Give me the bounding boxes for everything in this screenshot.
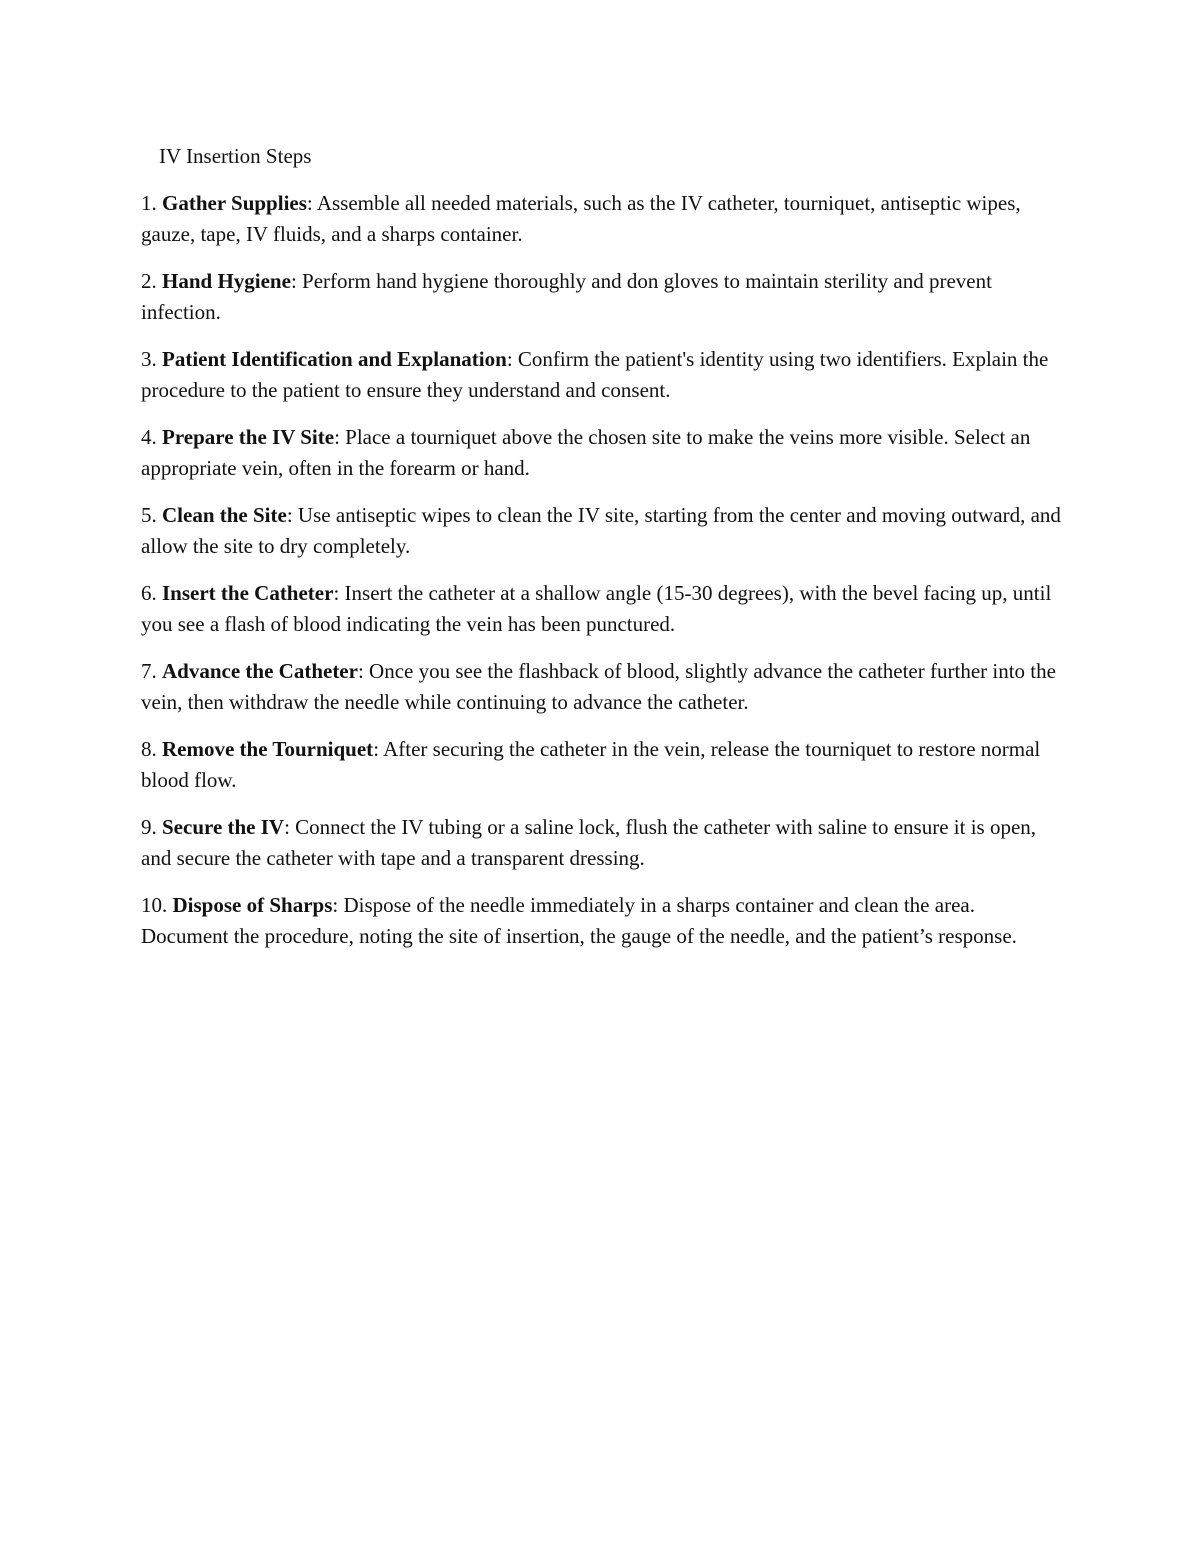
step-heading: Prepare the IV Site [162,425,335,449]
step-number: 8. [141,737,157,761]
step-text: : Place a tourniquet above the chosen site to make the veins more visible. Select an appropriate vein, often in the forearm or hand. [141,425,1031,480]
step-number: 5. [141,503,157,527]
step-item [141,812,1061,874]
step-number: 7. [141,659,157,683]
document-title: IV Insertion Steps [159,144,312,168]
step-number: 10. [141,893,168,917]
step-number: 6. [141,581,157,605]
step-text: : Insert the catheter at a shallow angle (15-30 degrees), with the bevel facing up, until you see a flash of blood indicating the vein has been punctured. [141,581,1052,636]
step-heading: Advance the Catheter [162,659,358,683]
step-item [141,266,1061,328]
step-heading: Patient Identification and Explanation [162,347,507,371]
step-text: : Assemble all needed materials, such as the IV catheter, tourniquet, antiseptic wipes, gauze, tape, IV fluids, and a sharps container. [141,191,1021,246]
step-heading: Dispose of Sharps [172,893,333,917]
step-heading: Insert the Catheter [162,581,334,605]
step-heading: Secure the IV [162,815,285,839]
step-number: 3. [141,347,157,371]
step-item [141,344,1061,406]
step-number: 2. [141,269,157,293]
step-heading: Hand Hygiene [162,269,291,293]
step-number: 1. [141,191,157,215]
step-text: : Dispose of the needle immediately in a sharps container and clean the area. Document the procedure, noting the site of insertion, the gauge of the needle, and the patient’s response. [141,893,1017,948]
step-item [141,578,1061,640]
step-number: 9. [141,815,157,839]
document-body [141,141,1061,968]
step-text: : Once you see the flashback of blood, slightly advance the catheter further into the vein, then withdraw the needle while continuing to advance the catheter. [141,659,1056,714]
step-item [141,890,1061,952]
step-item [141,188,1061,250]
step-text: : Use antiseptic wipes to clean the IV site, starting from the center and moving outward, and allow the site to dry completely. [141,503,1061,558]
step-text: : After securing the catheter in the vein, release the tourniquet to restore normal blood flow. [141,737,1041,792]
step-text: : Connect the IV tubing or a saline lock, flush the catheter with saline to ensure it is open, and secure the catheter with tape and a transparent dressing. [141,815,1037,870]
step-text: : Perform hand hygiene thoroughly and don gloves to maintain sterility and prevent infection. [141,269,992,324]
step-item [141,422,1061,484]
step-heading: Clean the Site [162,503,287,527]
step-heading: Gather Supplies [162,191,307,215]
step-item [141,656,1061,718]
step-number: 4. [141,425,157,449]
step-item [141,734,1061,796]
step-text: : Confirm the patient's identity using two identifiers. Explain the procedure to the patient to ensure they understand and consent. [141,347,1049,402]
step-heading: Remove the Tourniquet [162,737,374,761]
step-item [141,500,1061,562]
